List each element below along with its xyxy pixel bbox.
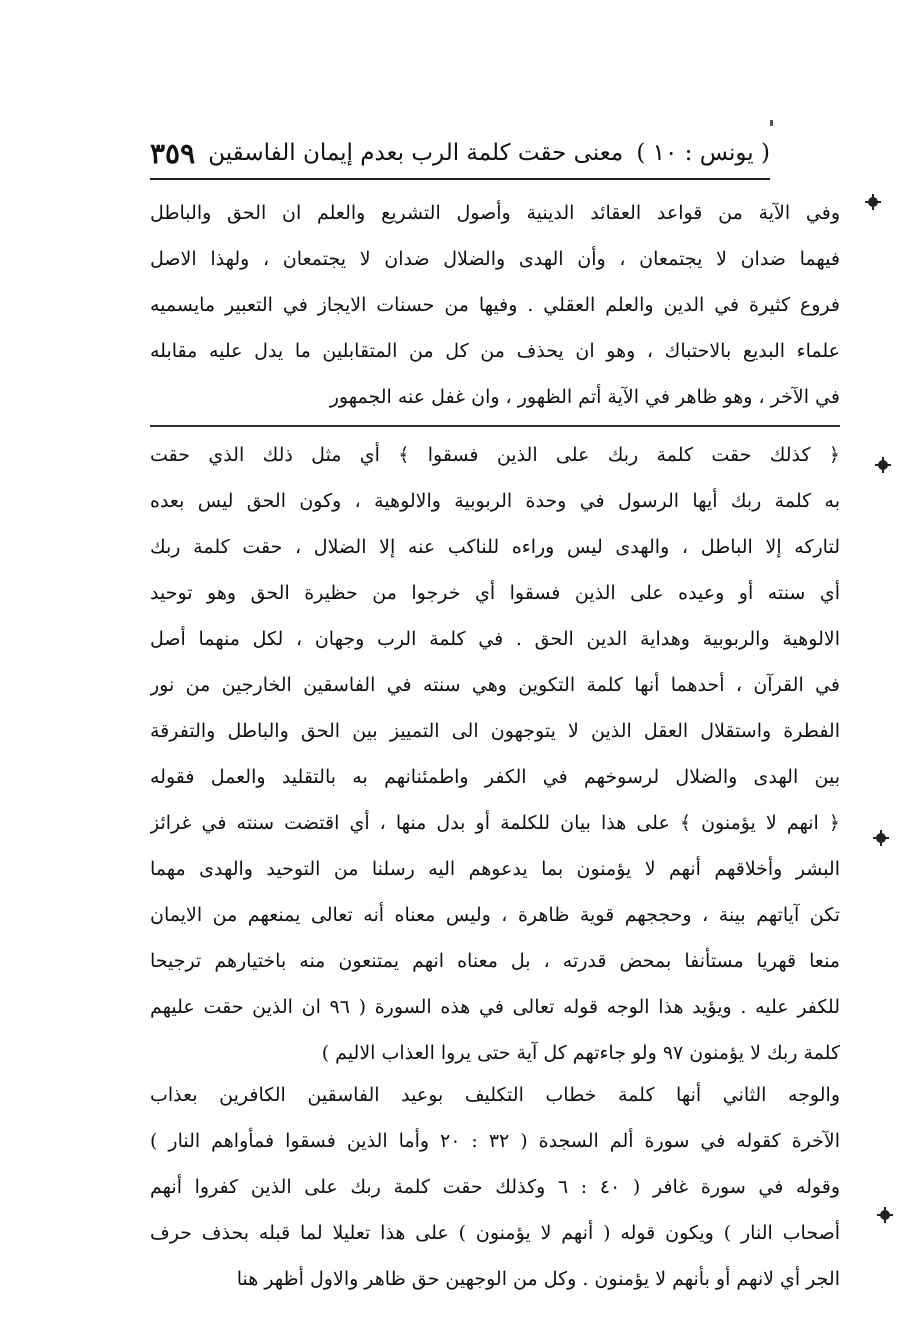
binding-hole-mark [878, 460, 888, 470]
text-line: ﴿ انهم لا يؤمنون ﴾ على هذا بيان للكلمة أو بدل منها ، أي اقتضت سنته في غرائز [150, 812, 840, 834]
page-header [150, 128, 770, 180]
running-title: معنى حقت كلمة الرب بعدم إيمان الفاسقين [208, 140, 624, 166]
text-line: فيهما ضدان لا يجتمعان ، وأن الهدى والضلال ضدان لا يجتمعان ، ولهذا الاصل [150, 248, 840, 270]
text-line: منعا قهريا مستأنفا بمحض قدرته ، بل معناه انهم يمتنعون منه باختيارهم ترجيحا [150, 950, 840, 972]
binding-hole-mark [876, 833, 886, 843]
text-line: لتاركه إلا الباطل ، والهدى ليس وراءه للناكب عنه إلا الضلال ، حقت كلمة ربك [150, 536, 840, 558]
text-line: في القرآن ، أحدهما أنها كلمة التكوين وهي سنته في الفاسقين الخارجين من نور [150, 674, 840, 696]
surah-reference: ( يونس : ١٠ ) [636, 140, 770, 166]
text-line: أي سنته أو وعيده على الذين فسقوا أي خرجوا من حظيرة الحق وهو توحيد [150, 582, 840, 604]
text-line: علماء البديع بالاحتباك ، وهو ان يحذف من كل من المتقابلين ما يدل عليه مقابله [150, 340, 840, 362]
text-line: في الآخر ، وهو ظاهر في الآية أتم الظهور ، وان غفل عنه الجمهور [329, 386, 840, 408]
paragraph-2 [150, 432, 840, 1076]
paragraph-1 [150, 190, 840, 420]
text-line: أصحاب النار ) ويكون قوله ( أنهم لا يؤمنون ) على هذا تعليلا لما قبله بحذف حرف [150, 1222, 840, 1244]
text-line: والوجه الثاني أنها كلمة خطاب التكليف بوعيد الفاسقين الكافرين بعذاب [150, 1084, 840, 1106]
text-line: كلمة ربك لا يؤمنون ٩٧ ولو جاءتهم كل آية حتى يروا العذاب الاليم ) [321, 1042, 840, 1064]
paragraph-3 [150, 1072, 840, 1302]
text-line: الالوهية والربوبية وهداية الدين الحق . في كلمة الرب وجهان ، لكل منهما أصل [150, 628, 840, 650]
text-line: ﴿ كذلك حقت كلمة ربك على الذين فسقوا ﴾ أي مثل ذلك الذي حقت [150, 444, 840, 466]
text-line: تكن آياتهم بينة ، وحججهم قوية ظاهرة ، وليس معناه أنه تعالى يمنعهم من الايمان [150, 904, 840, 926]
text-line: به كلمة ربك أيها الرسول في وحدة الربوبية والالوهية ، وكون الحق ليس بعده [150, 490, 840, 512]
text-line: الفطرة واستقلال العقل الذين لا يتوجهون الى التمييز بين الحق والباطل والتفرقة [150, 720, 840, 742]
section-divider [150, 425, 840, 427]
binding-hole-mark [880, 1210, 890, 1220]
page-number: ٣٥٩ [150, 136, 196, 170]
text-line: الجر أي لانهم أو بأنهم لا يؤمنون . وكل من الوجهين حق ظاهر والاول أظهر هنا [236, 1268, 840, 1290]
scan-mark [770, 120, 773, 126]
text-line: الآخرة كقوله في سورة ألم السجدة ( ٣٢ : ٢٠ وأما الذين فسقوا فمأواهم النار ) [150, 1130, 840, 1152]
text-line: وفي الآية من قواعد العقائد الدينية وأصول التشريع والعلم ان الحق والباطل [150, 202, 840, 224]
text-line: البشر وأخلاقهم أنهم لا يؤمنون بما يدعوهم اليه رسلنا من التوحيد والهدى مهما [150, 858, 840, 880]
binding-hole-mark [868, 197, 878, 207]
text-line: للكفر عليه . ويؤيد هذا الوجه قوله تعالى في هذه السورة ( ٩٦ ان الذين حقت عليهم [150, 996, 840, 1018]
text-line: وقوله في سورة غافر ( ٤٠ : ٦ وكذلك حقت كلمة ربك على الذين كفروا أنهم [150, 1176, 840, 1198]
text-line: فروع كثيرة في الدين والعلم العقلي . وفيها من حسنات الايجاز في التعبير مايسميه [150, 294, 840, 316]
text-line: بين الهدى والضلال لرسوخهم في الكفر واطمئنانهم به بالتقليد والعمل فقوله [150, 766, 840, 788]
